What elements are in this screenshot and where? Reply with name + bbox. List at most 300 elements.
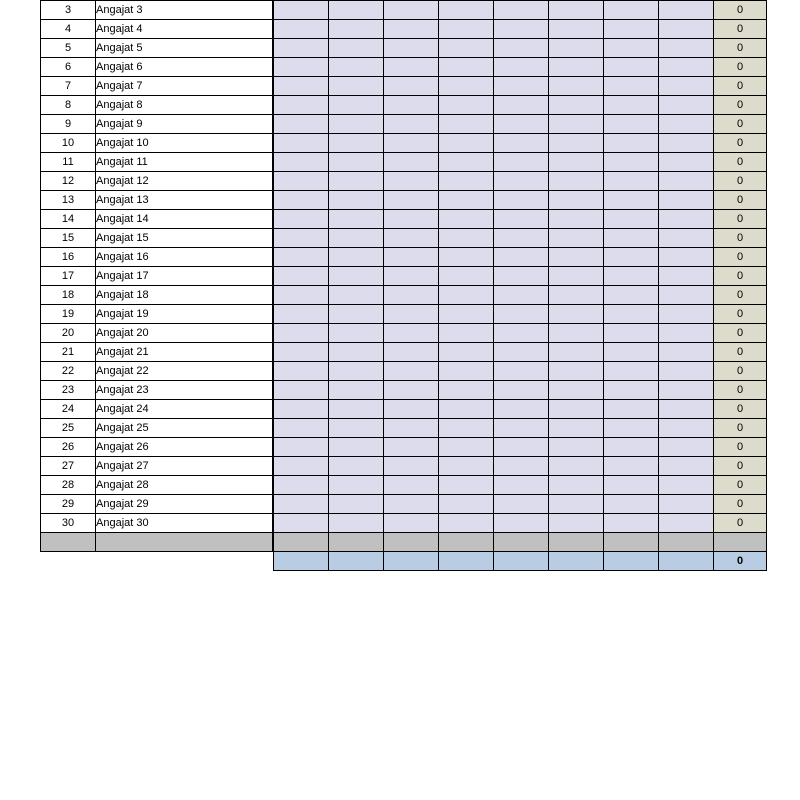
data-cell[interactable]	[274, 77, 329, 96]
data-cell[interactable]	[439, 153, 494, 172]
data-cell[interactable]	[549, 39, 604, 58]
data-cell[interactable]	[384, 248, 439, 267]
data-cell[interactable]	[494, 381, 549, 400]
data-cell[interactable]	[549, 96, 604, 115]
data-cell[interactable]	[274, 115, 329, 134]
data-cell[interactable]	[439, 248, 494, 267]
data-cell[interactable]	[494, 210, 549, 229]
data-cell[interactable]	[384, 96, 439, 115]
data-cell[interactable]	[604, 495, 659, 514]
row-number-cell[interactable]: 10	[41, 134, 96, 153]
data-cell[interactable]	[549, 134, 604, 153]
grand-total-cell[interactable]: 0	[714, 552, 767, 571]
data-cell[interactable]	[329, 438, 384, 457]
data-cell[interactable]	[659, 305, 714, 324]
data-cell[interactable]	[274, 20, 329, 39]
data-cell[interactable]	[384, 495, 439, 514]
row-total-cell[interactable]: 0	[714, 248, 767, 267]
row-number-cell[interactable]: 24	[41, 400, 96, 419]
data-cell[interactable]	[329, 210, 384, 229]
data-cell[interactable]	[549, 381, 604, 400]
row-total-cell[interactable]: 0	[714, 39, 767, 58]
data-cell[interactable]	[384, 343, 439, 362]
row-total-cell[interactable]: 0	[714, 286, 767, 305]
data-cell[interactable]	[604, 153, 659, 172]
data-cell[interactable]	[494, 267, 549, 286]
data-cell[interactable]	[384, 362, 439, 381]
data-cell[interactable]	[494, 476, 549, 495]
data-cell[interactable]	[439, 210, 494, 229]
row-total-cell[interactable]: 0	[714, 362, 767, 381]
row-total-cell[interactable]: 0	[714, 457, 767, 476]
data-cell[interactable]	[274, 172, 329, 191]
row-number-cell[interactable]: 13	[41, 191, 96, 210]
data-cell[interactable]	[494, 96, 549, 115]
employee-name-cell[interactable]: Angajat 27	[96, 457, 273, 476]
data-cell[interactable]	[384, 305, 439, 324]
data-cell[interactable]	[659, 514, 714, 533]
row-total-cell[interactable]: 0	[714, 210, 767, 229]
data-cell[interactable]	[659, 134, 714, 153]
row-total-cell[interactable]: 0	[714, 172, 767, 191]
data-cell[interactable]	[329, 457, 384, 476]
data-cell[interactable]	[659, 39, 714, 58]
row-total-cell[interactable]: 0	[714, 115, 767, 134]
data-cell[interactable]	[604, 115, 659, 134]
employee-name-cell[interactable]: Angajat 25	[96, 419, 273, 438]
data-cell[interactable]	[494, 324, 549, 343]
row-total-cell[interactable]: 0	[714, 1, 767, 20]
data-cell[interactable]	[659, 191, 714, 210]
data-cell[interactable]	[494, 58, 549, 77]
data-cell[interactable]	[494, 362, 549, 381]
data-cell[interactable]	[659, 438, 714, 457]
row-number-cell[interactable]: 28	[41, 476, 96, 495]
data-cell[interactable]	[439, 20, 494, 39]
data-cell[interactable]	[439, 438, 494, 457]
data-cell[interactable]	[604, 172, 659, 191]
data-cell[interactable]	[549, 229, 604, 248]
data-cell[interactable]	[384, 115, 439, 134]
data-cell[interactable]	[384, 20, 439, 39]
data-cell[interactable]	[329, 172, 384, 191]
data-cell[interactable]	[494, 305, 549, 324]
data-cell[interactable]	[439, 305, 494, 324]
row-total-cell[interactable]: 0	[714, 495, 767, 514]
data-cell[interactable]	[604, 20, 659, 39]
data-cell[interactable]	[439, 476, 494, 495]
summary-data-cell[interactable]	[604, 552, 659, 571]
data-cell[interactable]	[494, 115, 549, 134]
data-cell[interactable]	[329, 191, 384, 210]
row-number-cell[interactable]: 3	[41, 1, 96, 20]
data-cell[interactable]	[494, 286, 549, 305]
data-cell[interactable]	[384, 267, 439, 286]
row-total-cell[interactable]: 0	[714, 438, 767, 457]
data-cell[interactable]	[384, 134, 439, 153]
data-cell[interactable]	[494, 400, 549, 419]
row-number-cell[interactable]: 11	[41, 153, 96, 172]
data-cell[interactable]	[604, 286, 659, 305]
employee-name-cell[interactable]: Angajat 5	[96, 39, 273, 58]
data-cell[interactable]	[274, 419, 329, 438]
row-total-cell[interactable]: 0	[714, 381, 767, 400]
data-cell[interactable]	[549, 1, 604, 20]
data-cell[interactable]	[329, 58, 384, 77]
data-cell[interactable]	[494, 229, 549, 248]
data-cell[interactable]	[604, 476, 659, 495]
data-cell[interactable]	[604, 77, 659, 96]
row-total-cell[interactable]: 0	[714, 305, 767, 324]
data-cell[interactable]	[439, 191, 494, 210]
row-total-cell[interactable]: 0	[714, 229, 767, 248]
row-number-cell[interactable]: 4	[41, 20, 96, 39]
data-cell[interactable]	[604, 134, 659, 153]
data-cell[interactable]	[494, 77, 549, 96]
data-cell[interactable]	[659, 20, 714, 39]
row-total-cell[interactable]: 0	[714, 153, 767, 172]
data-cell[interactable]	[494, 495, 549, 514]
data-cell[interactable]	[659, 362, 714, 381]
data-cell[interactable]	[384, 381, 439, 400]
data-cell[interactable]	[494, 419, 549, 438]
employee-name-cell[interactable]: Angajat 21	[96, 343, 273, 362]
data-cell[interactable]	[604, 400, 659, 419]
data-cell[interactable]	[549, 248, 604, 267]
employee-name-cell[interactable]: Angajat 3	[96, 1, 273, 20]
data-cell[interactable]	[329, 267, 384, 286]
data-cell[interactable]	[274, 438, 329, 457]
data-cell[interactable]	[604, 267, 659, 286]
data-cell[interactable]	[549, 267, 604, 286]
summary-data-cell[interactable]	[494, 552, 549, 571]
employee-name-cell[interactable]: Angajat 13	[96, 191, 273, 210]
data-cell[interactable]	[274, 286, 329, 305]
row-number-cell[interactable]: 25	[41, 419, 96, 438]
data-cell[interactable]	[549, 77, 604, 96]
data-cell[interactable]	[549, 153, 604, 172]
data-cell[interactable]	[604, 1, 659, 20]
data-cell[interactable]	[659, 58, 714, 77]
data-cell[interactable]	[274, 96, 329, 115]
data-cell[interactable]	[604, 191, 659, 210]
data-cell[interactable]	[274, 210, 329, 229]
data-cell[interactable]	[329, 324, 384, 343]
employee-name-cell[interactable]: Angajat 8	[96, 96, 273, 115]
data-cell[interactable]	[274, 514, 329, 533]
data-cell[interactable]	[549, 20, 604, 39]
data-cell[interactable]	[549, 419, 604, 438]
employee-name-cell[interactable]: Angajat 20	[96, 324, 273, 343]
row-total-cell[interactable]: 0	[714, 419, 767, 438]
row-total-cell[interactable]: 0	[714, 58, 767, 77]
data-cell[interactable]	[549, 495, 604, 514]
data-cell[interactable]	[274, 400, 329, 419]
data-cell[interactable]	[274, 305, 329, 324]
data-cell[interactable]	[439, 495, 494, 514]
employee-name-cell[interactable]: Angajat 12	[96, 172, 273, 191]
data-cell[interactable]	[384, 58, 439, 77]
data-cell[interactable]	[659, 248, 714, 267]
data-cell[interactable]	[494, 20, 549, 39]
data-cell[interactable]	[384, 476, 439, 495]
data-cell[interactable]	[439, 419, 494, 438]
data-cell[interactable]	[274, 153, 329, 172]
employee-name-cell[interactable]: Angajat 15	[96, 229, 273, 248]
data-cell[interactable]	[659, 381, 714, 400]
data-cell[interactable]	[384, 438, 439, 457]
data-cell[interactable]	[439, 134, 494, 153]
data-cell[interactable]	[439, 96, 494, 115]
data-cell[interactable]	[549, 210, 604, 229]
data-cell[interactable]	[329, 495, 384, 514]
data-cell[interactable]	[439, 1, 494, 20]
data-cell[interactable]	[659, 96, 714, 115]
data-cell[interactable]	[494, 134, 549, 153]
data-cell[interactable]	[329, 381, 384, 400]
data-cell[interactable]	[329, 305, 384, 324]
data-cell[interactable]	[604, 343, 659, 362]
employee-name-cell[interactable]: Angajat 26	[96, 438, 273, 457]
data-cell[interactable]	[439, 77, 494, 96]
data-cell[interactable]	[384, 400, 439, 419]
data-cell[interactable]	[659, 172, 714, 191]
row-number-cell[interactable]: 6	[41, 58, 96, 77]
data-cell[interactable]	[549, 343, 604, 362]
data-cell[interactable]	[384, 191, 439, 210]
data-cell[interactable]	[274, 39, 329, 58]
data-cell[interactable]	[439, 514, 494, 533]
data-cell[interactable]	[494, 514, 549, 533]
data-cell[interactable]	[274, 134, 329, 153]
data-cell[interactable]	[494, 343, 549, 362]
data-cell[interactable]	[604, 229, 659, 248]
data-cell[interactable]	[549, 438, 604, 457]
row-number-cell[interactable]: 8	[41, 96, 96, 115]
data-cell[interactable]	[274, 248, 329, 267]
data-cell[interactable]	[329, 514, 384, 533]
data-cell[interactable]	[439, 172, 494, 191]
summary-data-cell[interactable]	[659, 552, 714, 571]
data-cell[interactable]	[659, 476, 714, 495]
summary-data-cell[interactable]	[274, 552, 329, 571]
data-cell[interactable]	[659, 210, 714, 229]
data-cell[interactable]	[384, 514, 439, 533]
data-cell[interactable]	[659, 1, 714, 20]
data-cell[interactable]	[384, 39, 439, 58]
employee-name-cell[interactable]: Angajat 29	[96, 495, 273, 514]
row-number-cell[interactable]: 16	[41, 248, 96, 267]
data-cell[interactable]	[549, 362, 604, 381]
data-cell[interactable]	[604, 210, 659, 229]
data-cell[interactable]	[329, 362, 384, 381]
row-number-cell[interactable]: 5	[41, 39, 96, 58]
data-cell[interactable]	[659, 419, 714, 438]
data-cell[interactable]	[329, 419, 384, 438]
data-cell[interactable]	[604, 248, 659, 267]
employee-name-cell[interactable]: Angajat 17	[96, 267, 273, 286]
data-cell[interactable]	[439, 267, 494, 286]
data-cell[interactable]	[329, 77, 384, 96]
data-cell[interactable]	[329, 39, 384, 58]
row-number-cell[interactable]: 14	[41, 210, 96, 229]
row-number-cell[interactable]: 12	[41, 172, 96, 191]
data-cell[interactable]	[549, 286, 604, 305]
data-cell[interactable]	[329, 400, 384, 419]
data-cell[interactable]	[329, 1, 384, 20]
row-total-cell[interactable]: 0	[714, 343, 767, 362]
data-cell[interactable]	[274, 495, 329, 514]
data-cell[interactable]	[439, 58, 494, 77]
data-cell[interactable]	[549, 400, 604, 419]
data-cell[interactable]	[604, 457, 659, 476]
data-cell[interactable]	[659, 286, 714, 305]
row-total-cell[interactable]: 0	[714, 77, 767, 96]
data-cell[interactable]	[659, 400, 714, 419]
row-total-cell[interactable]: 0	[714, 324, 767, 343]
data-cell[interactable]	[439, 457, 494, 476]
row-total-cell[interactable]: 0	[714, 476, 767, 495]
data-cell[interactable]	[494, 39, 549, 58]
data-cell[interactable]	[329, 20, 384, 39]
row-total-cell[interactable]: 0	[714, 134, 767, 153]
row-total-cell[interactable]: 0	[714, 96, 767, 115]
employee-name-cell[interactable]: Angajat 19	[96, 305, 273, 324]
data-cell[interactable]	[659, 153, 714, 172]
data-cell[interactable]	[384, 419, 439, 438]
data-cell[interactable]	[329, 153, 384, 172]
data-cell[interactable]	[549, 115, 604, 134]
data-cell[interactable]	[439, 115, 494, 134]
data-cell[interactable]	[494, 457, 549, 476]
row-number-cell[interactable]: 19	[41, 305, 96, 324]
data-cell[interactable]	[329, 96, 384, 115]
data-cell[interactable]	[549, 58, 604, 77]
data-cell[interactable]	[494, 153, 549, 172]
employee-name-cell[interactable]: Angajat 24	[96, 400, 273, 419]
data-cell[interactable]	[439, 229, 494, 248]
data-cell[interactable]	[494, 191, 549, 210]
employee-name-cell[interactable]: Angajat 7	[96, 77, 273, 96]
data-cell[interactable]	[274, 58, 329, 77]
data-cell[interactable]	[384, 457, 439, 476]
row-number-cell[interactable]: 30	[41, 514, 96, 533]
data-cell[interactable]	[439, 381, 494, 400]
data-cell[interactable]	[549, 457, 604, 476]
data-cell[interactable]	[659, 267, 714, 286]
data-cell[interactable]	[659, 115, 714, 134]
data-cell[interactable]	[329, 286, 384, 305]
data-cell[interactable]	[439, 400, 494, 419]
data-cell[interactable]	[384, 324, 439, 343]
data-cell[interactable]	[494, 248, 549, 267]
data-cell[interactable]	[659, 495, 714, 514]
employee-name-cell[interactable]: Angajat 4	[96, 20, 273, 39]
row-number-cell[interactable]: 17	[41, 267, 96, 286]
data-cell[interactable]	[659, 324, 714, 343]
data-cell[interactable]	[329, 229, 384, 248]
data-cell[interactable]	[274, 324, 329, 343]
employee-name-cell[interactable]: Angajat 23	[96, 381, 273, 400]
data-cell[interactable]	[604, 324, 659, 343]
data-cell[interactable]	[549, 324, 604, 343]
row-number-cell[interactable]: 21	[41, 343, 96, 362]
data-cell[interactable]	[549, 191, 604, 210]
data-cell[interactable]	[549, 305, 604, 324]
data-cell[interactable]	[604, 39, 659, 58]
row-number-cell[interactable]: 22	[41, 362, 96, 381]
data-cell[interactable]	[384, 286, 439, 305]
data-cell[interactable]	[274, 381, 329, 400]
data-cell[interactable]	[274, 476, 329, 495]
data-cell[interactable]	[329, 343, 384, 362]
data-cell[interactable]	[659, 343, 714, 362]
employee-name-cell[interactable]: Angajat 14	[96, 210, 273, 229]
row-number-cell[interactable]: 18	[41, 286, 96, 305]
employee-name-cell[interactable]: Angajat 6	[96, 58, 273, 77]
data-cell[interactable]	[384, 77, 439, 96]
row-number-cell[interactable]: 9	[41, 115, 96, 134]
data-cell[interactable]	[439, 343, 494, 362]
data-cell[interactable]	[274, 229, 329, 248]
data-cell[interactable]	[549, 514, 604, 533]
data-cell[interactable]	[549, 476, 604, 495]
employee-name-cell[interactable]: Angajat 11	[96, 153, 273, 172]
data-cell[interactable]	[384, 172, 439, 191]
data-cell[interactable]	[274, 267, 329, 286]
employee-name-cell[interactable]: Angajat 28	[96, 476, 273, 495]
summary-data-cell[interactable]	[439, 552, 494, 571]
row-total-cell[interactable]: 0	[714, 267, 767, 286]
row-total-cell[interactable]: 0	[714, 191, 767, 210]
data-cell[interactable]	[384, 1, 439, 20]
row-number-cell[interactable]: 23	[41, 381, 96, 400]
data-cell[interactable]	[439, 39, 494, 58]
data-cell[interactable]	[439, 362, 494, 381]
data-cell[interactable]	[604, 514, 659, 533]
summary-data-cell[interactable]	[329, 552, 384, 571]
data-cell[interactable]	[659, 229, 714, 248]
data-cell[interactable]	[604, 96, 659, 115]
row-number-cell[interactable]: 15	[41, 229, 96, 248]
data-cell[interactable]	[274, 1, 329, 20]
data-cell[interactable]	[329, 476, 384, 495]
data-cell[interactable]	[659, 77, 714, 96]
row-number-cell[interactable]: 29	[41, 495, 96, 514]
data-cell[interactable]	[439, 286, 494, 305]
employee-name-cell[interactable]: Angajat 10	[96, 134, 273, 153]
summary-data-cell[interactable]	[384, 552, 439, 571]
data-cell[interactable]	[384, 229, 439, 248]
data-cell[interactable]	[494, 438, 549, 457]
data-cell[interactable]	[274, 362, 329, 381]
row-total-cell[interactable]: 0	[714, 514, 767, 533]
data-cell[interactable]	[494, 172, 549, 191]
data-cell[interactable]	[274, 191, 329, 210]
data-cell[interactable]	[384, 210, 439, 229]
data-cell[interactable]	[604, 381, 659, 400]
data-cell[interactable]	[329, 134, 384, 153]
employee-name-cell[interactable]: Angajat 22	[96, 362, 273, 381]
employee-name-cell[interactable]: Angajat 30	[96, 514, 273, 533]
data-cell[interactable]	[274, 343, 329, 362]
data-cell[interactable]	[659, 457, 714, 476]
data-cell[interactable]	[274, 457, 329, 476]
summary-data-cell[interactable]	[549, 552, 604, 571]
data-cell[interactable]	[329, 248, 384, 267]
row-number-cell[interactable]: 26	[41, 438, 96, 457]
data-cell[interactable]	[604, 438, 659, 457]
